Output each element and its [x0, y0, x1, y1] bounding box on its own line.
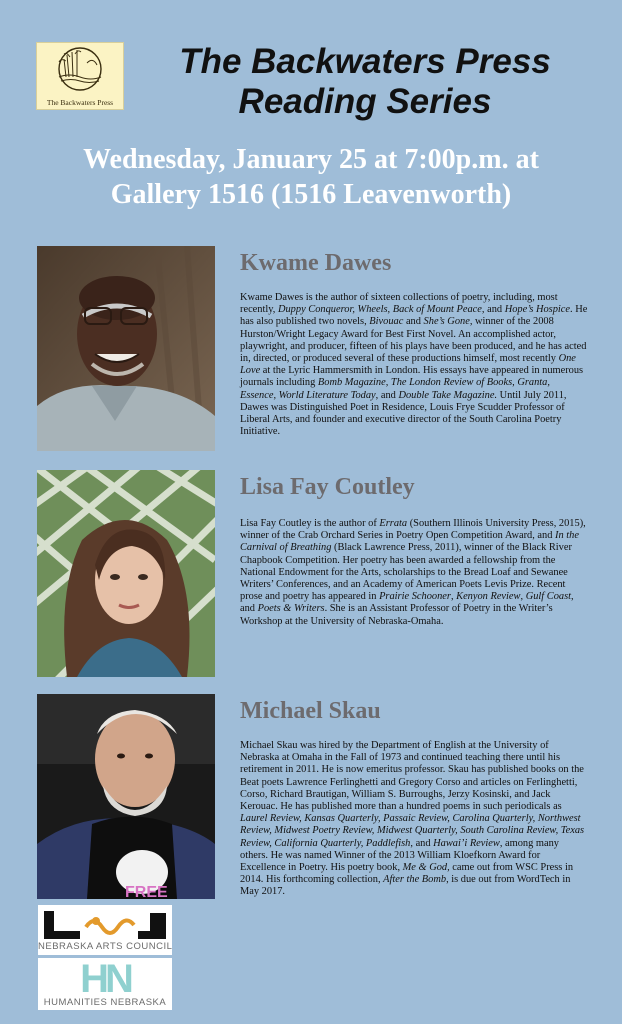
bio-italic-title: Kenyon Review: [456, 591, 521, 603]
bio-text: , and: [410, 837, 434, 849]
press-logo-caption: The Backwaters Press: [46, 98, 114, 107]
shirt-text: FREE: [125, 884, 168, 899]
bio-italic-title: One Love: [240, 353, 576, 377]
bio-text: Until July 2011, Dawes was Distinguished Poet in Residence, Louis Frye Scudder Professor of Liberal Arts, and founder and executive director of the South Carolina Poetry Initiative.: [240, 389, 567, 438]
bio-italic-title: Poets & Writers: [257, 603, 325, 615]
michael-skau-photo: [37, 694, 215, 899]
humanities-icon: [38, 958, 172, 996]
bio-italic-title: Errata: [379, 518, 408, 529]
bio-text: , and: [240, 591, 574, 615]
bio-text: ,: [450, 591, 457, 603]
bio-text: (Southern Illinois University Press, 2015), winner of the Crab Orchard Series in Poetry Open Competition Award, and: [240, 518, 586, 542]
press-logo: [36, 42, 124, 110]
bio-italic-title: Hawai’i Review: [433, 837, 500, 849]
bio-italic-title: Prairie Schooner: [379, 591, 451, 603]
humanities-nebraska-logo: [38, 958, 172, 1010]
reader-bio: [240, 740, 588, 899]
bio-text: Kwame Dawes is the author of sixteen collections of poetry, including, most recently,: [240, 292, 558, 316]
press-logo-icon: [37, 43, 123, 97]
bio-text: came out from WSC Press in 2014. His forthcoming collection,: [240, 862, 574, 886]
bio-italic-title: Gulf Coast: [525, 591, 572, 603]
lisa-fay-coutley-photo: [37, 470, 215, 677]
event-venue-line: Gallery 1516 (1516 Leavenworth): [110, 179, 512, 210]
bio-text: , is due out from WordTech in May 2017.: [240, 874, 571, 898]
event-info: [0, 142, 622, 212]
bio-italic-title: Bomb Magazine, The London Review of Books, Granta, Essence, World Literature Today: [240, 377, 550, 401]
bio-italic-title: Me & God,: [402, 862, 450, 874]
bio-text: Lisa Fay Coutley is the author of: [240, 518, 380, 529]
bio-italic-title: In the Carnival of Breathing: [240, 530, 579, 554]
bio-text: winner of the 2008 Hurston/Wright Legacy Award for Best First Novel. An accomplished actor, playwright, and producer, fifteen of his plays have been produced, and he has acted in, directed, or produced several of these productions himself, most recently: [240, 316, 587, 365]
title-line-1: The Backwaters Press: [179, 42, 551, 81]
bio-text: and: [403, 316, 424, 328]
event-date-line: Wednesday, January 25 at 7:00p.m. at: [83, 144, 539, 175]
bio-text: and: [484, 304, 505, 316]
humanities-label: HUMANITIES NEBRASKA: [43, 997, 167, 1008]
kwame-dawes-photo: [37, 246, 215, 451]
bio-text: ,: [520, 591, 526, 603]
bio-text: , and: [375, 389, 399, 401]
title-line-2: Reading Series: [238, 82, 492, 121]
page-title: [130, 42, 600, 122]
bio-text: , among many others. He was named Winner of the 2013 William Kloefkorn Award for Excellence in Poetry. His poetry book,: [240, 837, 560, 874]
bio-text: . He has also published two novels,: [240, 304, 588, 328]
reader-name: Michael Skau: [240, 698, 381, 724]
reader-bio: [240, 518, 588, 628]
bio-italic-title: After the Bomb: [383, 874, 447, 886]
bio-italic-title: Hope’s Hospice: [504, 304, 571, 316]
bio-text: at the Lyric Hammersmith in London. His essays have appeared in numerous journals including: [240, 365, 584, 389]
bio-italic-title: Bivouac: [369, 316, 404, 328]
bio-italic-title: Laurel Review, Kansas Quarterly, Passaic Review, Carolina Quarterly, Northwest Review, Midwest Poetry Review, Midwest Quarterly, South Carolina Review, Texas Review, California Quarterly, Paddlefish: [240, 813, 585, 849]
reader-name: Kwame Dawes: [240, 250, 392, 276]
reader-bio: [240, 292, 588, 438]
bio-italic-title: Double Take Magazine.: [398, 389, 498, 401]
bio-italic-title: Duppy Conqueror, Wheels, Back of Mount Peace,: [277, 304, 485, 316]
bio-text: . She is an Assistant Professor of Poetry in the Writer’s Workshop at the University of Nebraska-Omaha.: [240, 603, 553, 627]
arts-council-label: NEBRASKA ARTS COUNCIL: [38, 941, 172, 952]
bio-text: (Black Lawrence Press, 2011), winner of the Black River Chapbook Competition. Her poetry has been awarded a fellowship from the National Endowment for the Arts, scholarships to the Bread Loaf and Sewanee Writers’ Conferences, and an Academy of American Poets Levis Prize. Recent prose and poetry has appeared in: [240, 542, 572, 603]
reader-name: Lisa Fay Coutley: [240, 474, 415, 500]
bio-italic-title: She’s Gone,: [423, 316, 473, 328]
humanities-mark: HN: [80, 958, 130, 996]
bio-text: Michael Skau was hired by the Department of English at the University of Nebraska at Omaha in the Fall of 1973 and continued teaching there until his retirement in 2011. He is now emeritus professor. Skau has published books on the Beat poets Lawrence Ferlinghetti and Gregory Corso and articles on Ferlinghetti, Corso, Richard Brautigan, William S. Burroughs, Jerzy Kosinski, and Jack Kerouac. He has published more than a hundred poems in such periodicals as: [240, 740, 584, 813]
nebraska-arts-council-logo: [38, 905, 172, 955]
arts-council-icon: [38, 905, 172, 941]
